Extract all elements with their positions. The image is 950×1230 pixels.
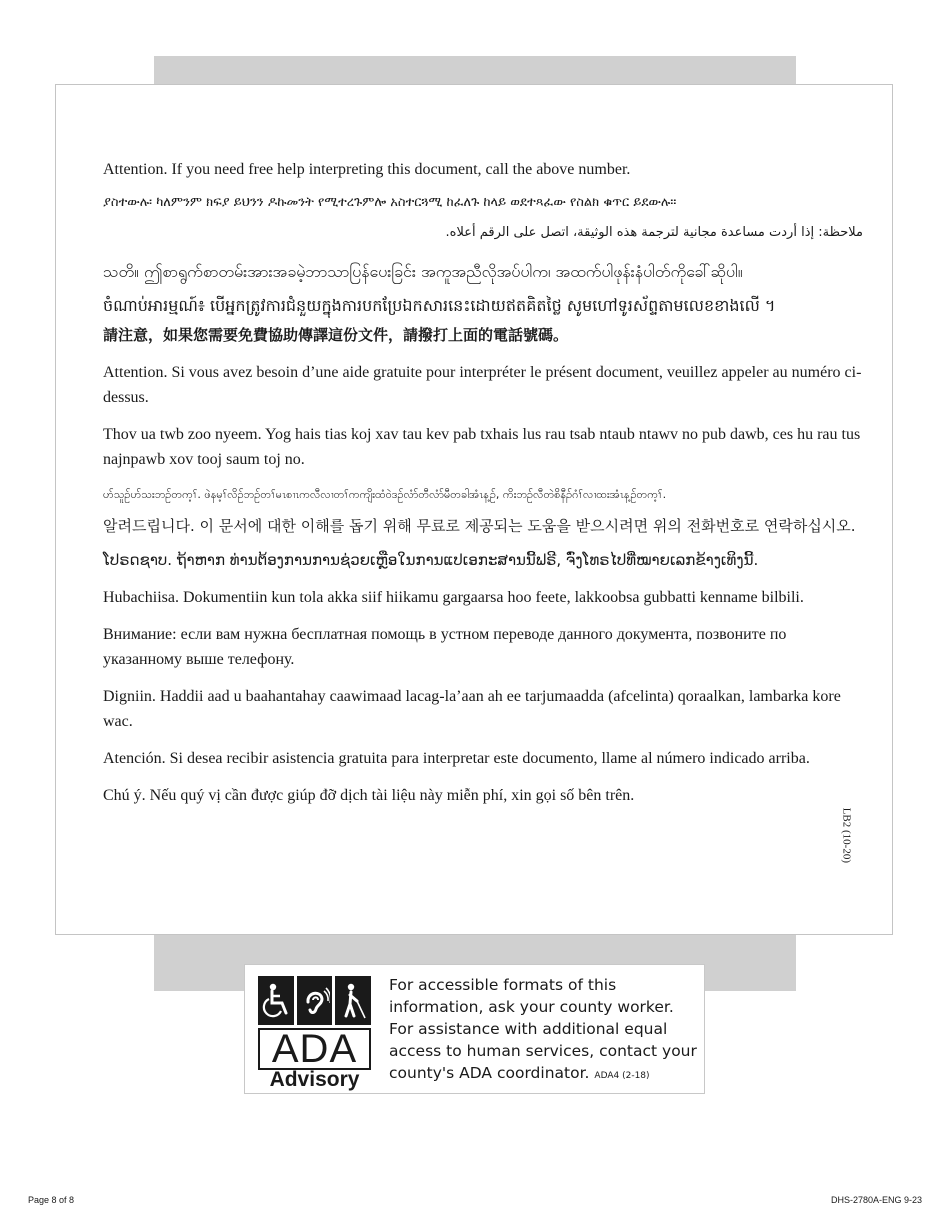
ada-logo: [258, 976, 371, 1091]
language-notice-box: [55, 84, 893, 935]
ada-logo-subtitle: Advisory: [269, 1068, 360, 1091]
notice-hmong: Thov ua twb zoo nyeem. Yog hais tias koj xav tau kev pab txhais lus rau tsab ntaub ntawv no pub dawb, ces hu rau tus najnpawb xov tooj saum toj no.: [103, 426, 861, 468]
notice-english: Attention. If you need free help interpreting this document, call the above number.: [103, 161, 631, 178]
notice-french: Attention. Si vous avez besoin d’une aide gratuite pour interpréter le présent document, veuillez appeler au numéro ci-dessus.: [103, 364, 862, 406]
notice-somali: Digniin. Haddii aad u baahantahay caawimaad lacag-la’aan ah ee tarjumaadda (afcelinta) qoraalkan, lambarka kore wac.: [103, 688, 841, 730]
ada-message: [389, 974, 699, 1087]
form-code: LB2 (10-20): [840, 807, 852, 863]
notice-spanish: Atención. Si desea recibir asistencia gratuita para interpretar este documento, llame al número indicado arriba.: [103, 750, 810, 767]
ada-advisory-box: [244, 964, 705, 1094]
hearing-icon: [297, 976, 333, 1025]
top-gray-band: [154, 56, 796, 86]
wheelchair-icon: [258, 976, 294, 1025]
ada-message-text: For accessible formats of this information, ask your county worker. For assistance with additional equal access to human services, contact your county's ADA coordinator.: [389, 976, 697, 1082]
notice-oromo: Hubachiisa. Dokumentiin kun tola akka siif hiikamu gargaarsa hoo feete, lakkoobsa gubbatti kenname bilbili.: [103, 589, 804, 606]
blind-cane-icon: [335, 976, 371, 1025]
notice-amharic: ያስተውሉ፡ ካለምንም ክፍያ ይህንን ዶኩመንት የሚተረጉምሎ አስተርጓሚ ከፈለጉ ከላይ ወደተጻፈው የስልክ ቁጥር ይደውሉ።: [103, 195, 677, 210]
notice-khmer: ចំណាប់អារម្មណ៍៖ បើអ្នកត្រូវការជំនួយក្នុងការបកប្រែឯកសារនេះដោយឥតគិតថ្លៃ សូមហៅទូរស័ព្ទតាមលេខខាងលើ ។: [103, 296, 776, 315]
notice-korean: 알려드립니다. 이 문서에 대한 이해를 돕기 위해 무료로 제공되는 도움을 받으시려면 위의 전화번호로 연락하십시오.: [103, 517, 856, 535]
notice-chinese: 請注意，如果您需要免費協助傳譯這份文件，請撥打上面的電話號碼。: [103, 326, 569, 344]
document-id: DHS-2780A-ENG 9-23: [830, 1195, 922, 1205]
page-number: Page 8 of 8: [28, 1195, 75, 1205]
notice-russian: Внимание: если вам нужна бесплатная помощь в устном переводе данного документа, позвоните по указанному выше телефону.: [103, 626, 787, 668]
language-notice-list: [103, 157, 863, 808]
notice-burmese: သတိ။ ဤစာရွက်စာတမ်းအားအခမဲ့ဘာသာပြန်ပေးခြင်း အကူအညီလိုအပ်ပါက၊ အထက်ပါဖုန်းနံပါတ်ကိုခေါ်ဆိုပါ။: [103, 262, 743, 281]
ada-code: ADA4 (2-18): [594, 1071, 650, 1081]
notice-karen: ဟ်သူဉ်ဟ်သးဘဉ်တက့ၢ်. ဖဲနမ့ၢ်လိဉ်ဘဉ်တၢ်မၤစၢၤကလီလၢတၢ်ကကျိးထံဝဲဒဉ်လံာ်တီလံာ်မီတခါအံၤန့ဉ်, ကိးဘဉ်လီတဲစိနီၣ်ဂံၢ်လၢထးအံၤန့ဉ်တက့ၢ်.: [103, 488, 667, 501]
ada-icon-strip: [258, 976, 371, 1025]
ada-logo-letters: ADA: [258, 1028, 371, 1070]
notice-vietnamese: Chú ý. Nếu quý vị cần được giúp đỡ dịch tài liệu này miễn phí, xin gọi số bên trên.: [103, 787, 635, 804]
notice-lao: ໂປຣດຊາບ. ຖ້າຫາກ ທ່ານຕ້ອງການການຊ່ວຍເຫຼືອໃນການແປເອກະສານນີ້ຟຣີ, ຈົ່ງໂທຣໄປທີ່ໝາຍເລກຂ້າງເທິງນີ້.: [103, 551, 759, 569]
notice-arabic: ملاحظة: إذا أردت مساعدة مجانية لترجمة هذه الوثيقة، اتصل على الرقم أعلاه.: [445, 225, 863, 240]
